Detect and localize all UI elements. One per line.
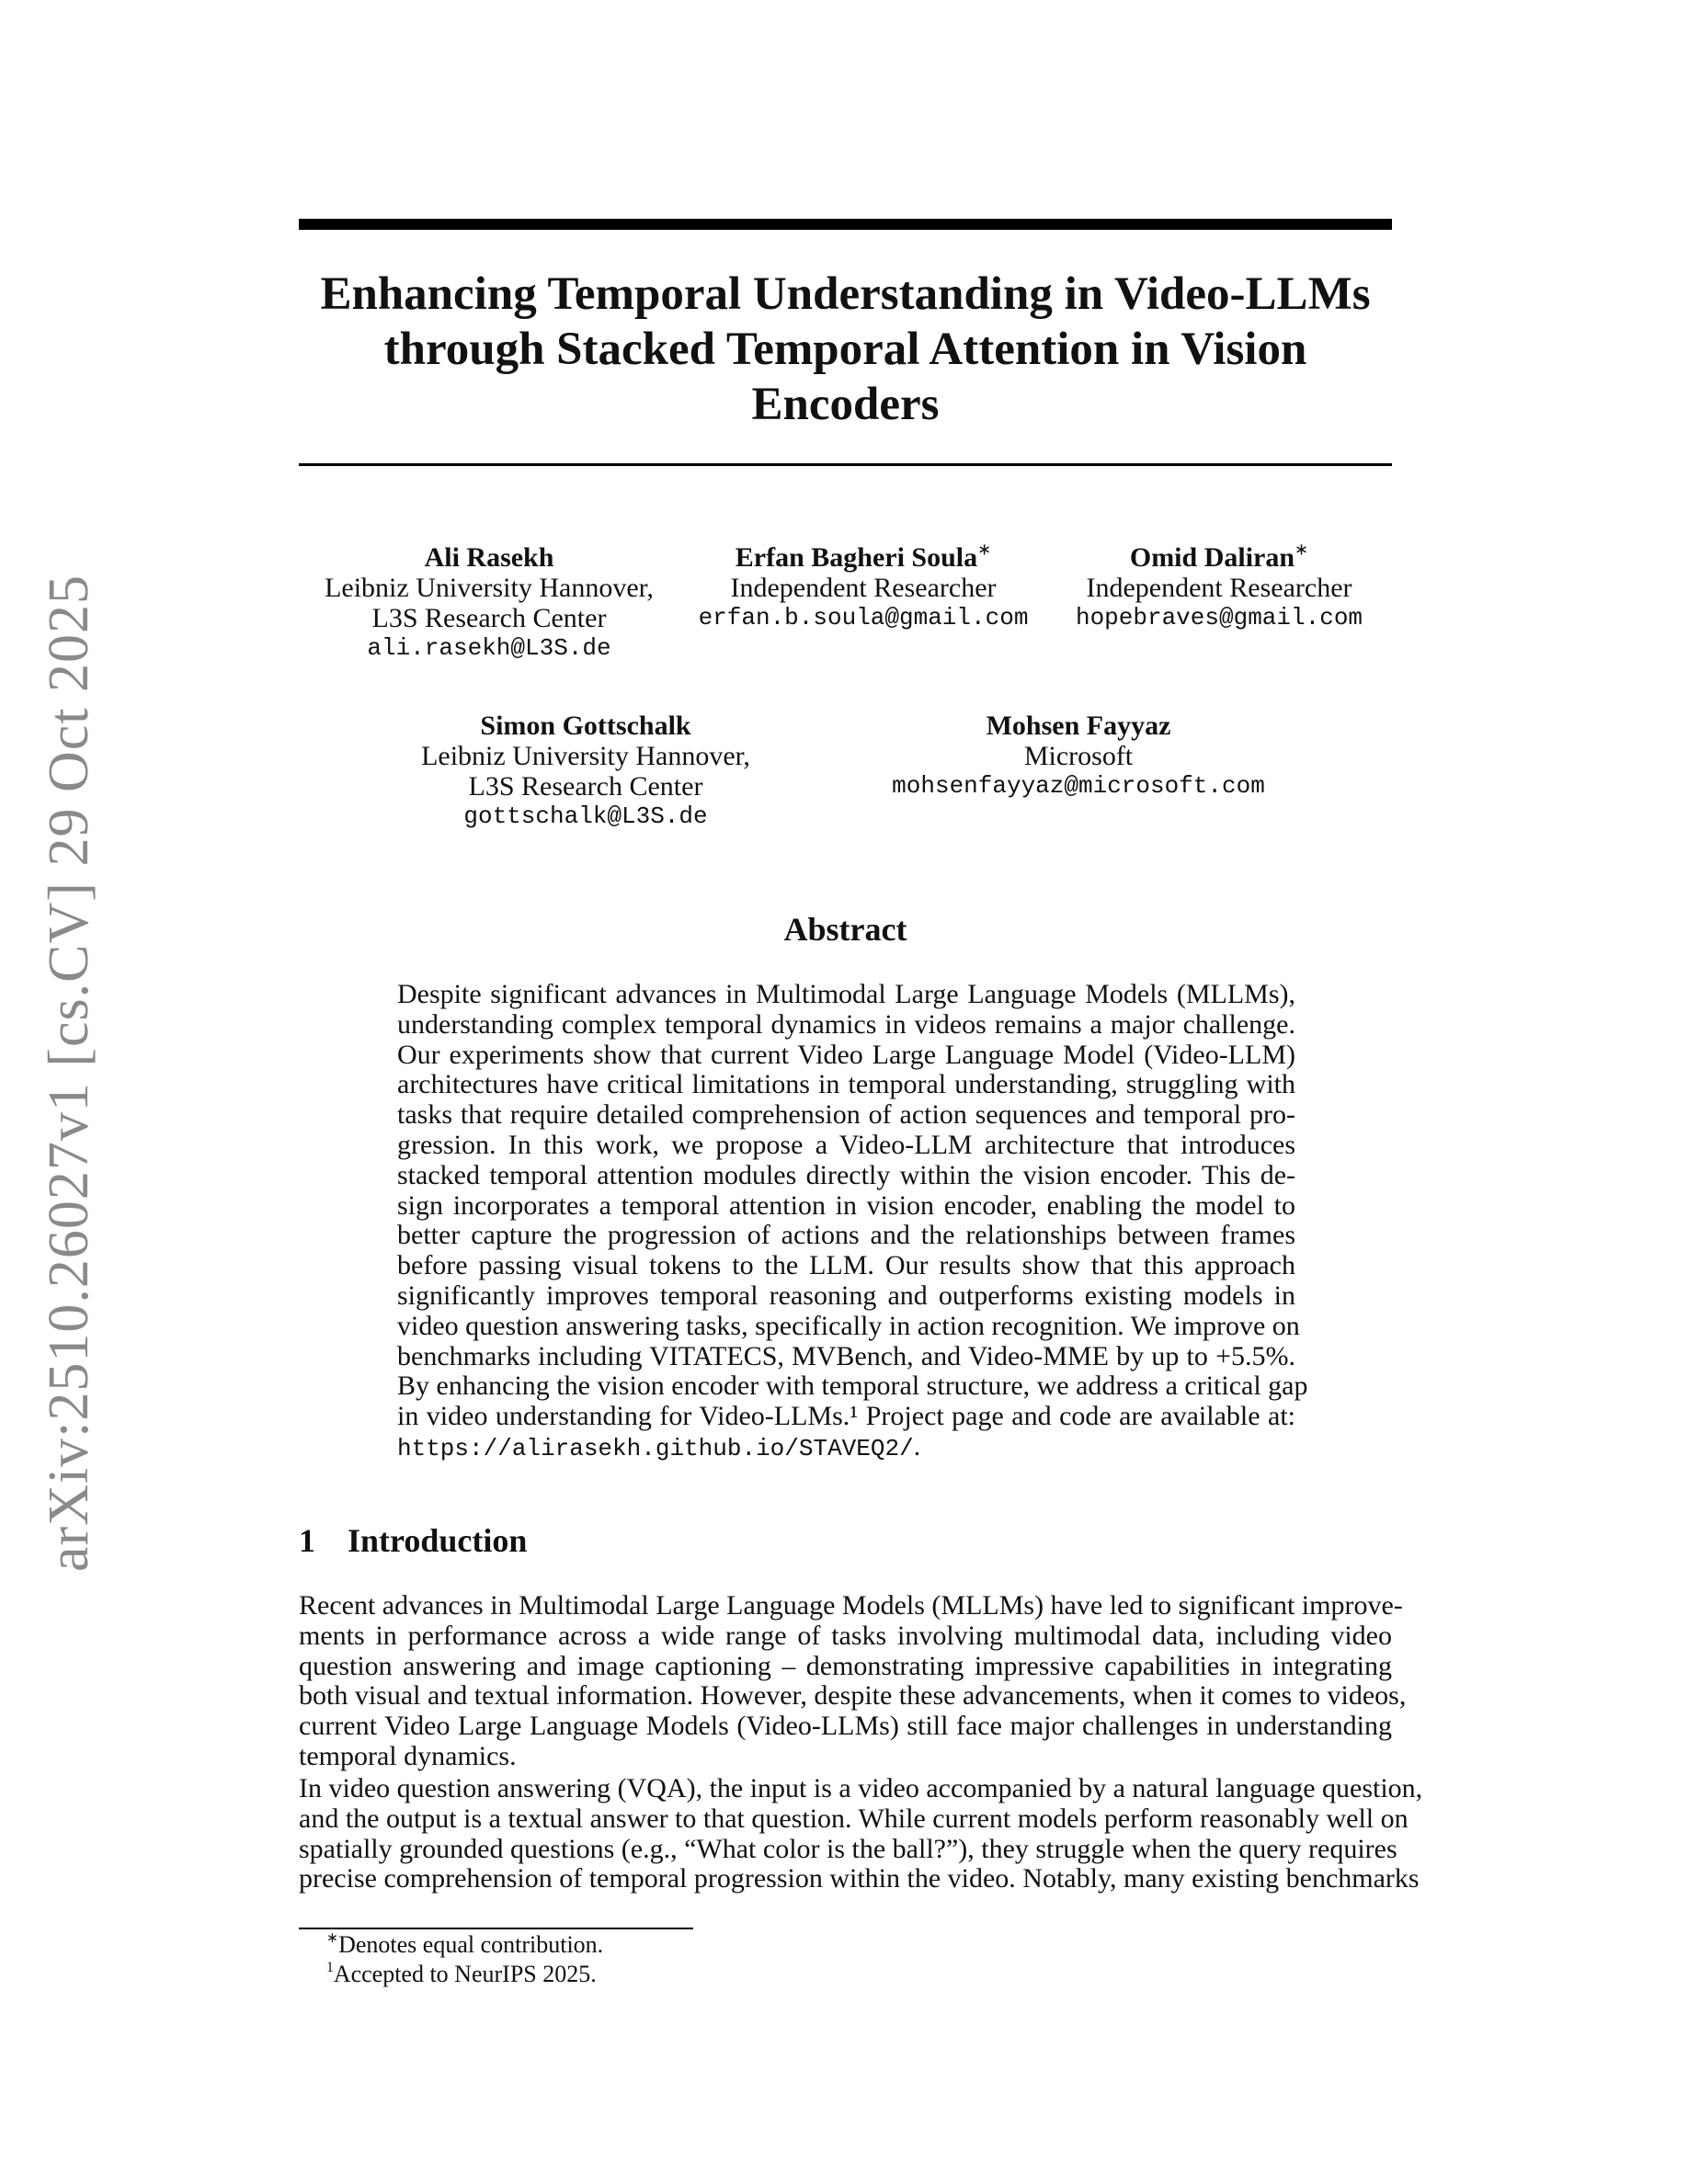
intro-line: In video question answering (VQA), the input is a video accompanied by a natural language question, xyxy=(299,1773,1423,1803)
abstract-line: better capture the progression of actions and the relationships between frames xyxy=(397,1220,1295,1251)
author-affiliation: Independent Researcher xyxy=(1086,573,1352,603)
intro-line: spatially grounded questions (e.g., “What color is the ball?”), they struggle when the query requires xyxy=(299,1833,1397,1864)
intro-line: and the output is a textual answer to that question. While current models perform reasonably well on xyxy=(299,1803,1409,1834)
abstract-line xyxy=(397,1432,1295,1464)
intro-line: precise comprehension of temporal progression within the video. Notably, many existing benchmarks xyxy=(299,1863,1420,1894)
author-email: ali.rasekh@L3S.de xyxy=(367,634,611,662)
footnote-text: Denotes equal contribution. xyxy=(338,1931,604,1958)
equal-contribution-mark: ∗ xyxy=(977,540,992,559)
author-affiliation: Leibniz University Hannover, xyxy=(325,573,654,603)
abstract-line: video question answering tasks, specifically in action recognition. We improve on xyxy=(397,1310,1300,1341)
footnote-mark: ∗ xyxy=(326,1930,339,1947)
footnotes xyxy=(326,1930,603,1989)
author-name xyxy=(803,711,1354,741)
footnote-rule xyxy=(299,1928,693,1929)
author-name-text: Erfan Bagheri Soula xyxy=(735,542,978,573)
arxiv-stamp: arXiv:2510.26027v1 [cs.CV] 29 Oct 2025 xyxy=(38,574,100,1572)
abstract-line: in video understanding for Video-LLMs.¹ Project page and code are available at: xyxy=(397,1401,1295,1432)
author-email: gottschalk@L3S.de xyxy=(463,802,708,830)
intro-line: ments in performance across a wide range of tasks involving multimodal data, including video xyxy=(299,1620,1392,1651)
abstract-line: By enhancing the vision encoder with temporal structure, we address a critical gap xyxy=(397,1371,1308,1402)
footnote-mark: 1 xyxy=(326,1960,334,1976)
intro-paragraph xyxy=(299,1773,1423,1894)
abstract-line: before passing visual tokens to the LLM. Our results show that this approach xyxy=(397,1250,1295,1281)
intro-line: Recent advances in Multimodal Large Language Models (MLLMs) have led to significant improve- xyxy=(299,1590,1403,1621)
author-block xyxy=(803,711,1354,802)
abstract-line: Despite significant advances in Multimodal Large Language Models (MLLMs), xyxy=(397,979,1295,1009)
title-line: Enhancing Temporal Understanding in Video-LLMs xyxy=(320,268,1371,320)
title-line: through Stacked Temporal Attention in Vision xyxy=(383,324,1307,375)
title-top-rule xyxy=(299,219,1392,230)
section-heading-introduction xyxy=(299,1521,527,1560)
author-block xyxy=(943,542,1495,633)
url-period: . xyxy=(913,1430,921,1462)
author-name xyxy=(310,711,861,741)
author-name-text: Mohsen Fayyaz xyxy=(986,711,1171,741)
author-email: erfan.b.soula@gmail.com xyxy=(698,604,1029,631)
equal-contribution-mark: ∗ xyxy=(1295,540,1309,559)
section-number: 1 xyxy=(299,1522,315,1559)
author-affiliation: Microsoft xyxy=(1023,741,1134,771)
footnote-text: Accepted to NeurIPS 2025. xyxy=(333,1961,597,1987)
author-name-text: Ali Rasekh xyxy=(424,542,554,573)
footnote xyxy=(326,1930,603,1960)
author-affiliation: L3S Research Center xyxy=(468,771,703,802)
author-affiliation: Leibniz University Hannover, xyxy=(421,741,750,771)
author-email: hopebraves@gmail.com xyxy=(1075,604,1363,631)
footnote xyxy=(326,1960,603,1989)
abstract-line: tasks that require detailed comprehension of action sequences and temporal pro- xyxy=(397,1099,1295,1131)
intro-line: current Video Large Language Models (Video-LLMs) still face major challenges in understanding xyxy=(299,1711,1392,1742)
abstract-line: architectures have critical limitations in temporal understanding, struggling with xyxy=(397,1069,1295,1100)
intro-paragraph xyxy=(299,1590,1407,1772)
abstract-line: stacked temporal attention modules directly within the vision encoder. This de- xyxy=(397,1159,1295,1190)
author-block xyxy=(310,711,861,832)
paper-title xyxy=(299,267,1392,432)
abstract-line: benchmarks including VITATECS, MVBench, and Video-MME by up to +5.5%. xyxy=(397,1340,1295,1371)
author-name-text: Omid Daliran xyxy=(1129,542,1295,573)
abstract-line: significantly improves temporal reasoning and outperforms existing models in xyxy=(397,1280,1295,1311)
intro-line: question answering and image captioning – demonstrating impressive capabilities in integrating xyxy=(299,1650,1392,1681)
section-title: Introduction xyxy=(348,1522,528,1559)
abstract-line: understanding complex temporal dynamics in videos remains a major challenge. xyxy=(397,1008,1295,1040)
abstract-line: gression. In this work, we propose a Video-LLM architecture that introduces xyxy=(397,1129,1295,1160)
author-email: mohsenfayyaz@microsoft.com xyxy=(892,772,1265,800)
abstract-heading: Abstract xyxy=(783,911,907,948)
title-line: Encoders xyxy=(751,379,940,430)
title-bottom-rule xyxy=(299,463,1392,466)
project-url[interactable]: https://alirasekh.github.io/STAVEQ2/ xyxy=(397,1434,914,1462)
intro-line: temporal dynamics. xyxy=(299,1740,517,1771)
author-affiliation: Independent Researcher xyxy=(730,573,997,603)
abstract-body xyxy=(397,979,1308,1464)
author-name-text: Simon Gottschalk xyxy=(480,711,691,741)
intro-line: both visual and textual information. However, despite these advancements, when it comes to videos, xyxy=(299,1680,1407,1712)
abstract-line: Our experiments show that current Video Large Language Model (Video-LLM) xyxy=(397,1039,1295,1070)
author-name xyxy=(943,542,1495,573)
abstract-line: sign incorporates a temporal attention in vision encoder, enabling the model to xyxy=(397,1189,1295,1221)
author-affiliation: L3S Research Center xyxy=(371,603,607,633)
